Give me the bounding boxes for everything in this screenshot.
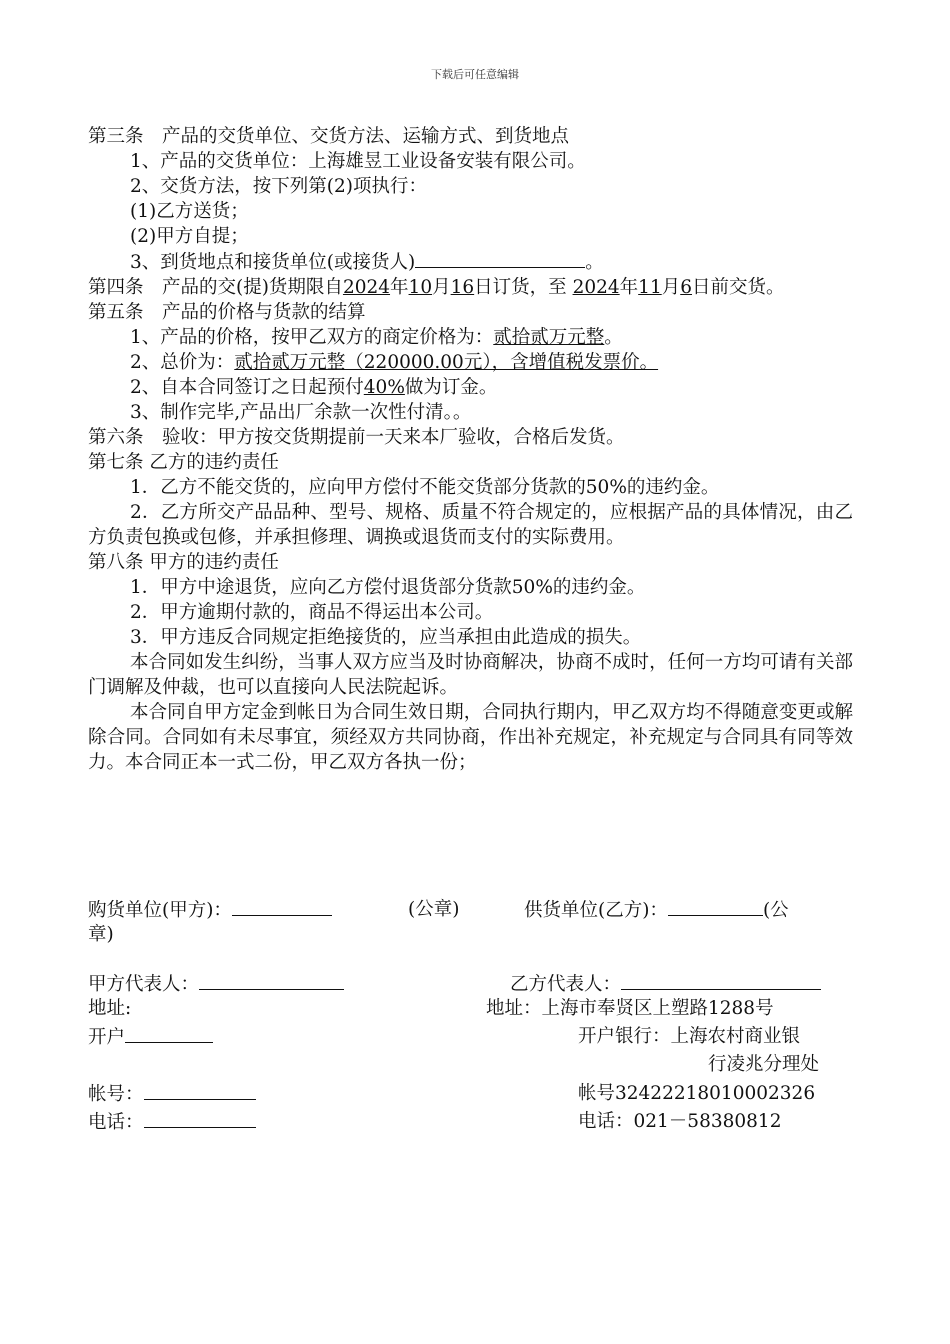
contract-body [88, 124, 853, 775]
month-label-1: 月 [432, 277, 451, 298]
article-3-option-2: (2)甲方自提； [130, 226, 249, 247]
party-b-phone: 电话：021－58380812 [578, 1111, 782, 1132]
delivery-month: 11 [638, 277, 662, 298]
article-6: 第六条 验收：甲方按交货期提前一天来本厂验收，合格后发货。 [88, 427, 625, 448]
seller-seal: (公 [762, 900, 789, 921]
delivery-place-end: 。 [585, 252, 604, 273]
deposit-value: 40% [363, 377, 405, 398]
article-8-title: 第八条 甲方的违约责任 [88, 552, 279, 573]
article-7-item-1: 1．乙方不能交货的，应向甲方偿付不能交货部分货款的50%的违约金。 [130, 477, 720, 498]
price-value: 贰拾贰万元整 [493, 327, 605, 348]
buyer-unit [88, 897, 332, 923]
party-b-address: 地址：上海市奉贤区上塑路1288号 [486, 998, 774, 1019]
article-3-title: 第三条 产品的交货单位、交货方法、运输方式、到货地点 [88, 126, 570, 147]
order-year: 2024 [342, 277, 391, 298]
year-label-1: 年 [390, 277, 409, 298]
order-month: 10 [408, 277, 433, 298]
party-b-bank-1: 开户银行：上海农村商业银 [578, 1026, 801, 1047]
deposit-suffix: 做为订金。 [404, 377, 498, 398]
party-a-account [88, 1081, 256, 1107]
article-5-title: 第五条 产品的价格与货款的结算 [88, 302, 366, 323]
effective-paragraph: 本合同自甲方定金到帐日为合同生效日期，合同执行期内，甲乙双方均不得随意变更或解除合同。合同如有未尽事宜，须经双方共同协商，作出补充规定，补充规定与合同具有同等效力。本合同正本一式二份，甲乙双方各执一份； [88, 702, 853, 773]
buyer-unit-label: 购货单位(甲方)： [88, 900, 232, 921]
party-b-rep [510, 971, 821, 997]
party-b-bank-2: 行凌兆分理处 [708, 1054, 820, 1075]
seller-unit-label: 供货单位(乙方)： [524, 900, 668, 921]
article-4-mid: 日订货，至 [474, 277, 567, 298]
party-a-bank [88, 1024, 213, 1050]
party-a-rep [88, 971, 344, 997]
deposit-label: 2、自本合同签订之日起预付 [130, 377, 364, 398]
article-4-prefix: 第四条 产品的交(提)货期限自 [88, 277, 343, 298]
article-8-item-2: 2．甲方逾期付款的，商品不得运出本公司。 [130, 602, 494, 623]
article-5-item-3 [88, 375, 853, 400]
article-7-item-2: 2．乙方所交产品品种、型号、规格、质量不符合规定的，应根据产品的具体情况，由乙方负责包换或包修，并承担修理、调换或退货而支付的实际费用。 [88, 502, 853, 548]
party-a-phone-label: 电话： [88, 1112, 144, 1133]
page-header: 下载后可任意编辑 [431, 68, 519, 81]
year-label-2: 年 [619, 277, 639, 298]
party-a-bank-blank[interactable] [125, 1024, 213, 1043]
party-b-rep-label: 乙方代表人： [510, 974, 622, 995]
party-a-phone [88, 1109, 256, 1135]
delivery-place-blank [415, 249, 585, 268]
seller-unit [524, 897, 789, 923]
article-3-item-3 [88, 249, 853, 275]
article-4-suffix: 日前交货。 [692, 277, 785, 298]
party-a-rep-label: 甲方代表人： [88, 974, 200, 995]
buyer-unit-blank[interactable] [232, 897, 332, 916]
article-5-item-4: 3、制作完毕,产品出厂余款一次性付清。。 [130, 402, 472, 423]
delivery-year: 2024 [572, 277, 620, 298]
article-8-item-1: 1．甲方中途退货，应向乙方偿付退货部分货款50%的违约金。 [130, 577, 646, 598]
month-label-2: 月 [661, 277, 681, 298]
article-4 [88, 275, 853, 300]
delivery-place-label: 3、到货地点和接货单位(或接货人) [130, 252, 416, 273]
delivery-day: 6 [680, 277, 693, 298]
price-end: 。 [604, 327, 623, 348]
article-3-option-1: (1)乙方送货； [130, 201, 249, 222]
article-3-item-2: 2、交货方法，按下列第(2)项执行： [130, 176, 427, 197]
party-b-account: 帐号32422218010002326 [578, 1083, 816, 1104]
party-a-bank-label: 开户 [88, 1027, 126, 1048]
party-a-rep-blank[interactable] [199, 971, 344, 990]
seller-unit-blank[interactable] [668, 897, 763, 916]
party-a-account-blank[interactable] [144, 1081, 256, 1100]
dispute-paragraph: 本合同如发生纠纷，当事人双方应当及时协商解决，协商不成时，任何一方均可请有关部门调解及仲裁，也可以直接向人民法院起诉。 [88, 652, 853, 698]
price-label: 1、产品的价格，按甲乙双方的商定价格为： [130, 327, 494, 348]
article-5-item-2 [88, 350, 853, 375]
total-label: 2、总价为： [130, 352, 235, 373]
seller-seal-cont: 章) [88, 924, 114, 945]
article-5-item-1 [88, 325, 853, 350]
party-a-address: 地址: [88, 998, 132, 1019]
article-7-title: 第七条 乙方的违约责任 [88, 452, 279, 473]
article-8-item-3: 3．甲方违反合同规定拒绝接货的，应当承担由此造成的损失。 [130, 627, 642, 648]
order-day: 16 [450, 277, 475, 298]
party-a-phone-blank[interactable] [144, 1109, 256, 1128]
total-value: 贰拾贰万元整（220000.00元），含增值税发票价。 [234, 352, 659, 373]
party-a-account-label: 帐号： [88, 1084, 144, 1105]
buyer-seal: (公章) [408, 899, 460, 920]
party-b-rep-blank[interactable] [621, 971, 821, 990]
article-3-item-1: 1、产品的交货单位：上海雄昱工业设备安装有限公司。 [130, 151, 586, 172]
